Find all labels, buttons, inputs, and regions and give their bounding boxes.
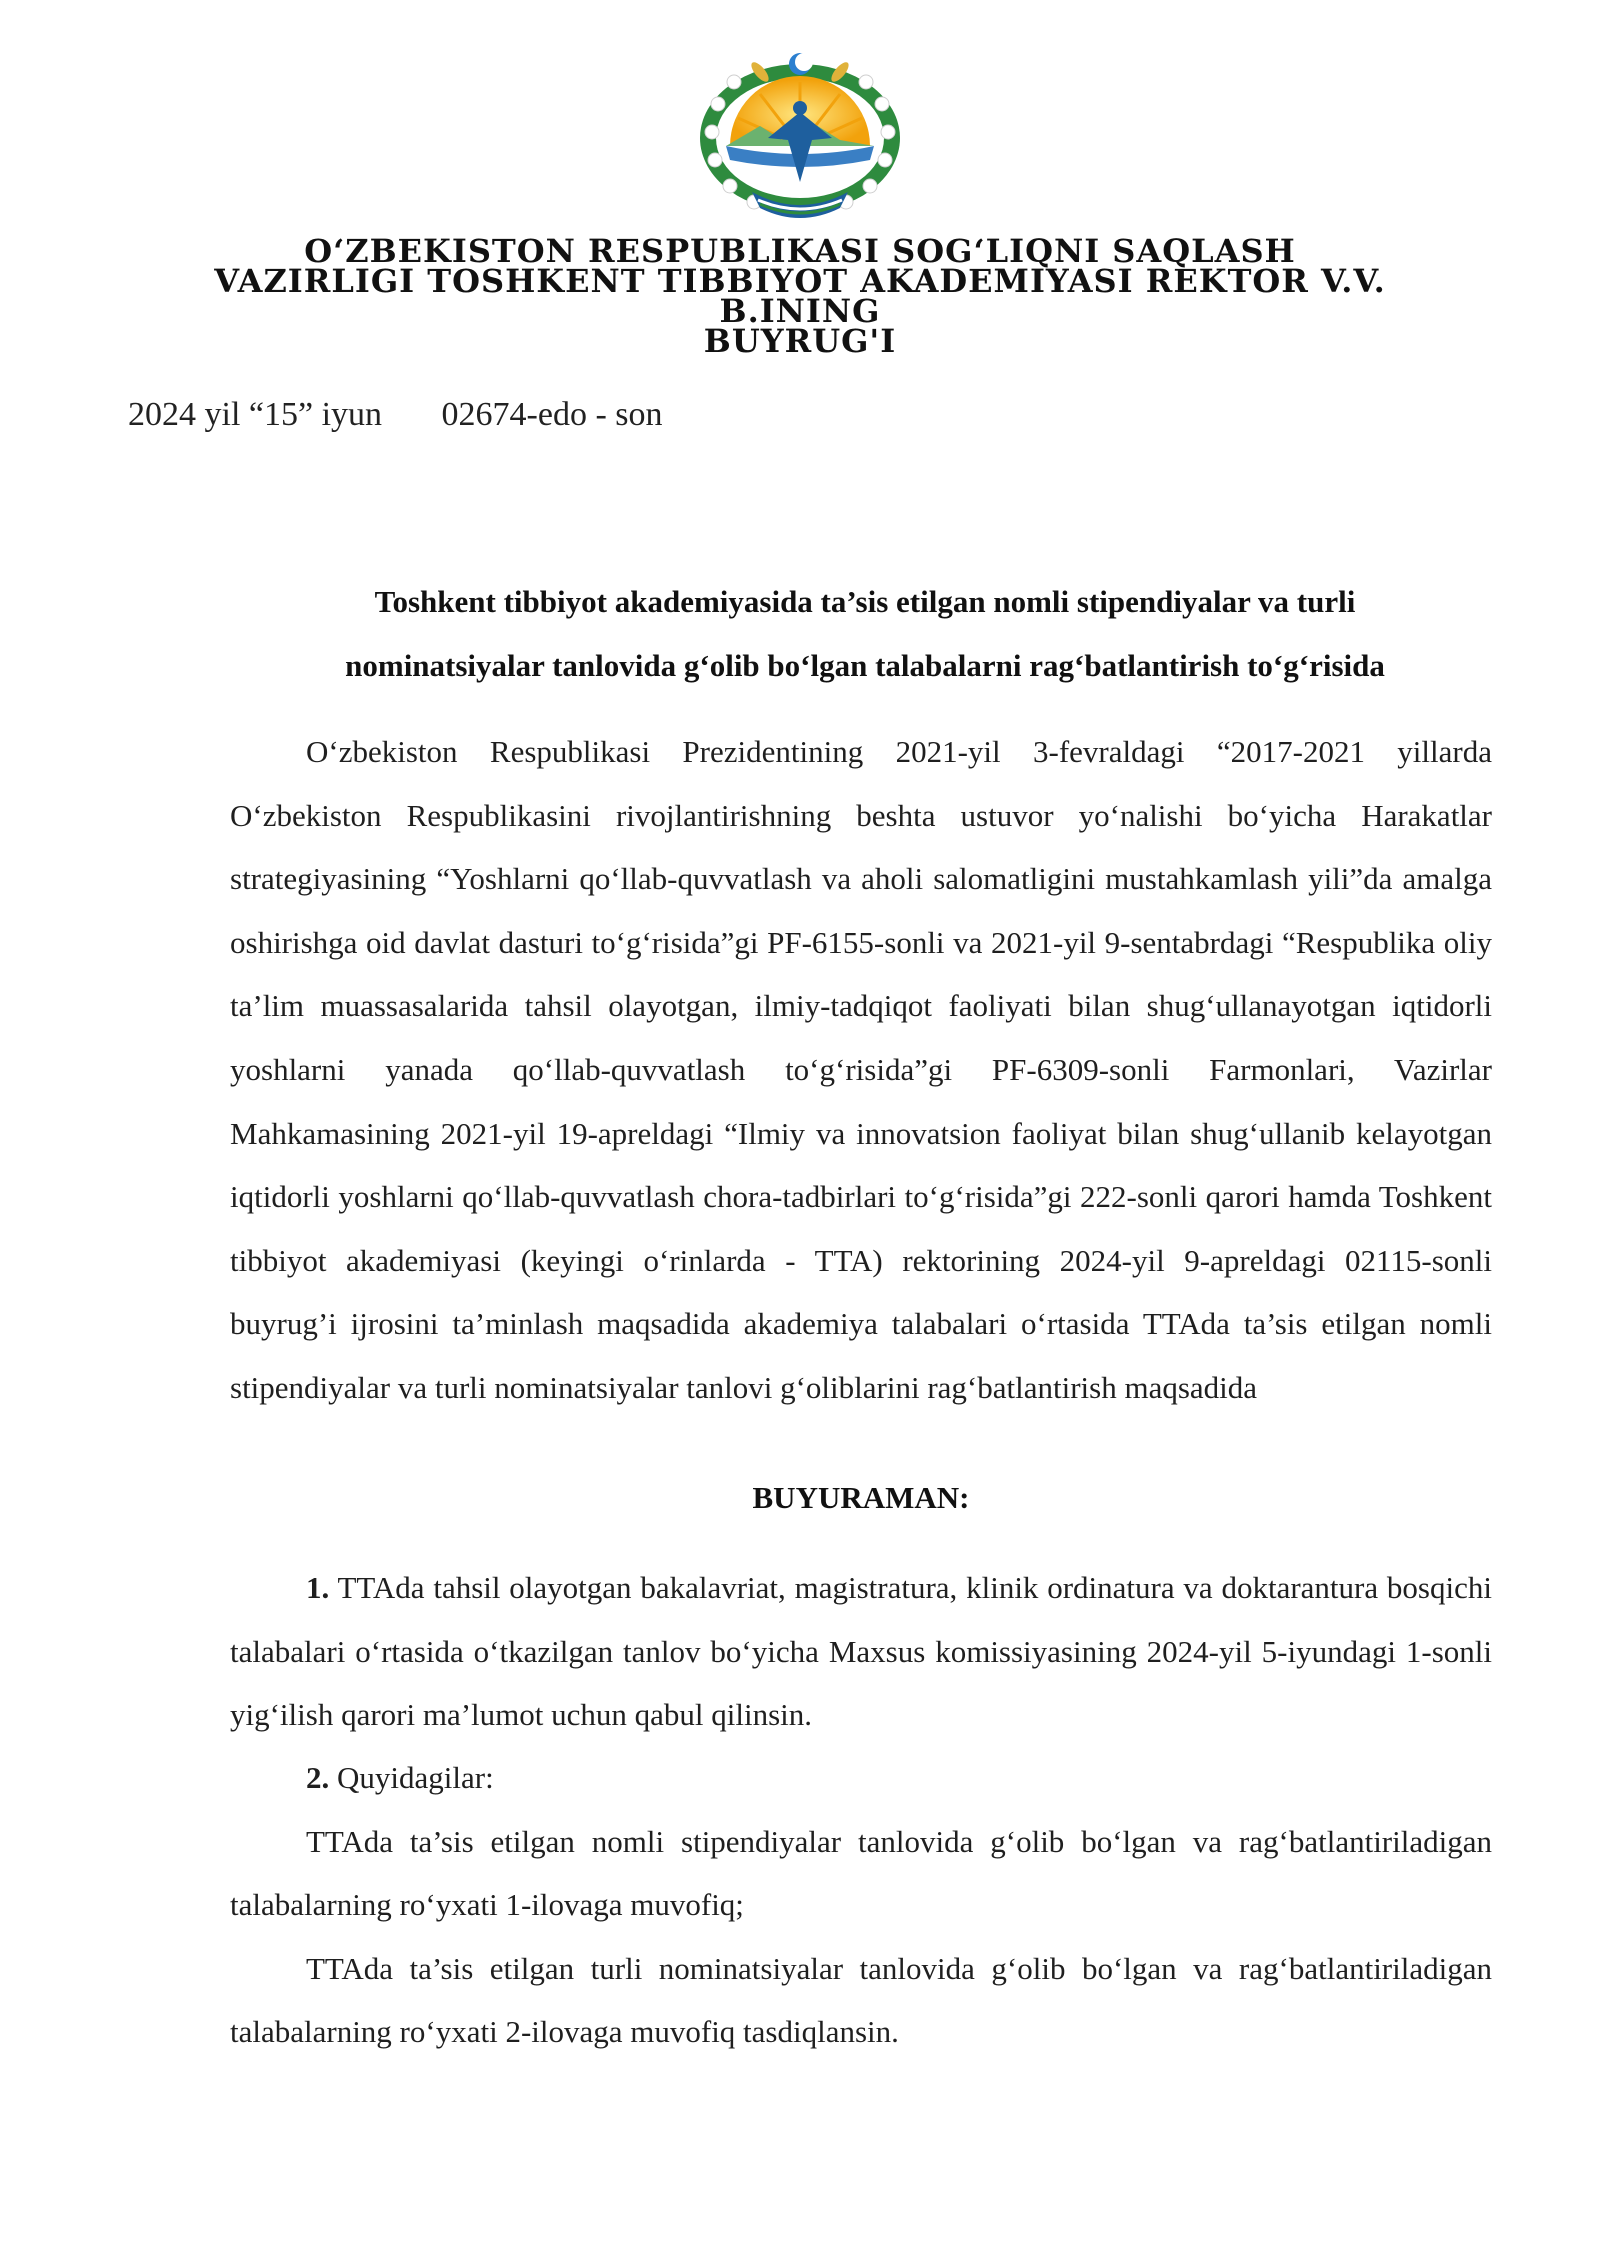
order-item-2 xyxy=(230,1746,1492,2064)
order-item-text: Quyidagilar: xyxy=(337,1760,494,1795)
order-item-number: 1. xyxy=(306,1570,330,1605)
header-line-1: O‘ZBEKISTON RESPUBLIKASI SOG‘LIQNI SAQLASH xyxy=(304,232,1296,270)
document-number: 02674-edo - son xyxy=(441,396,663,433)
header-line-3: B.INING xyxy=(719,292,881,330)
order-item-text: TTAda tahsil olayotgan bakalavriat, magistratura, klinik ordinatura va doktarantura bosqichi talabalari o‘rtasida o‘tkazilgan tanlov bo‘yicha Maxsus komissiyasining 2024-yil 5-iyundagi 1-sonli yig‘ilish qarori ma’lumot uchun qabul qilinsin. xyxy=(230,1570,1492,1733)
preamble-paragraph: O‘zbekiston Respublikasi Prezidentining 2021-yil 3-fevraldagi “2017-2021 yillarda O‘zbekiston Respublikasini rivojlantirishning beshta ustuvor yo‘nalishi bo‘yicha Harakatlar strategiyasining “Yoshlarni qo‘llab-quvvatlash va aholi salomatligini mustahkamlash yili”da amalga oshirishga oid davlat dasturi to‘g‘risida”gi PF-6155-sonli va 2021-yil 9-sentabrdagi “Respublika oliy ta’lim muassasalarida tahsil olayotgan, ilmiy-tadqiqot faoliyati bilan shug‘ullanayotgan iqtidorli yoshlarni yanada qo‘llab-quvvatlash to‘g‘risida”gi PF-6309-sonli Farmonlari, Vazirlar Mahkamasining 2021-yil 19-apreldagi “Ilmiy va innovatsion faoliyat bilan shug‘ullanib kelayotgan iqtidorli yoshlarni qo‘llab-quvvatlash chora-tadbirlari to‘g‘risida”gi 222-sonli qarori hamda Toshkent tibbiyot akademiyasi (keyingi o‘rinlarda - TTA) rektorining 2024-yil 9-apreldagi 02115-sonli buyrug’i ijrosini ta’minlash maqsadida akademiya talabalari o‘rtasida TTAda ta’sis etilgan nomli stipendiyalar va turli nominatsiyalar tanlovi g‘oliblarini rag‘batlantirish maqsadida xyxy=(230,734,1492,1405)
document-dateline xyxy=(128,396,663,434)
header-line-4: BUYRUG'I xyxy=(703,322,897,360)
document-date: 2024 yil “15” iyun xyxy=(128,396,383,433)
header-line-2: VAZIRLIGI TOSHKENT TIBBIYOT AKADEMIYASI REKTOR V.V. xyxy=(214,262,1386,300)
command-heading: BUYURAMAN: xyxy=(752,1480,970,1515)
order-item-number: 2. xyxy=(306,1760,330,1795)
order-subitem-2: TTAda ta’sis etilgan turli nominatsiyalar tanlovida g‘olib bo‘lgan va rag‘batlantiriladigan talabalarning ro‘yxati 2-ilovaga muvofiq tasdiqlansin. xyxy=(230,1950,1492,2050)
title-line-1: Toshkent tibbiyot akademiyasida ta’sis etilgan nomli stipendiyalar va turli xyxy=(374,584,1356,619)
order-subitem-1: TTAda ta’sis etilgan nomli stipendiyalar tanlovida g‘olib bo‘lgan va rag‘batlantiriladigan talabalarning ro‘yxati 1-ilovaga muvofiq; xyxy=(230,1823,1492,1923)
document-header xyxy=(100,232,1500,360)
state-emblem-icon xyxy=(690,42,910,220)
title-line-2: nominatsiyalar tanlovida g‘olib bo‘lgan talabalarni rag‘batlantirish to‘g‘risida xyxy=(345,648,1385,683)
order-item-paragraph xyxy=(230,1746,1492,1810)
preamble-section xyxy=(230,720,1492,1420)
order-item-1 xyxy=(230,1556,1492,1747)
document-title xyxy=(230,570,1500,698)
order-item-paragraph xyxy=(230,1556,1492,1747)
